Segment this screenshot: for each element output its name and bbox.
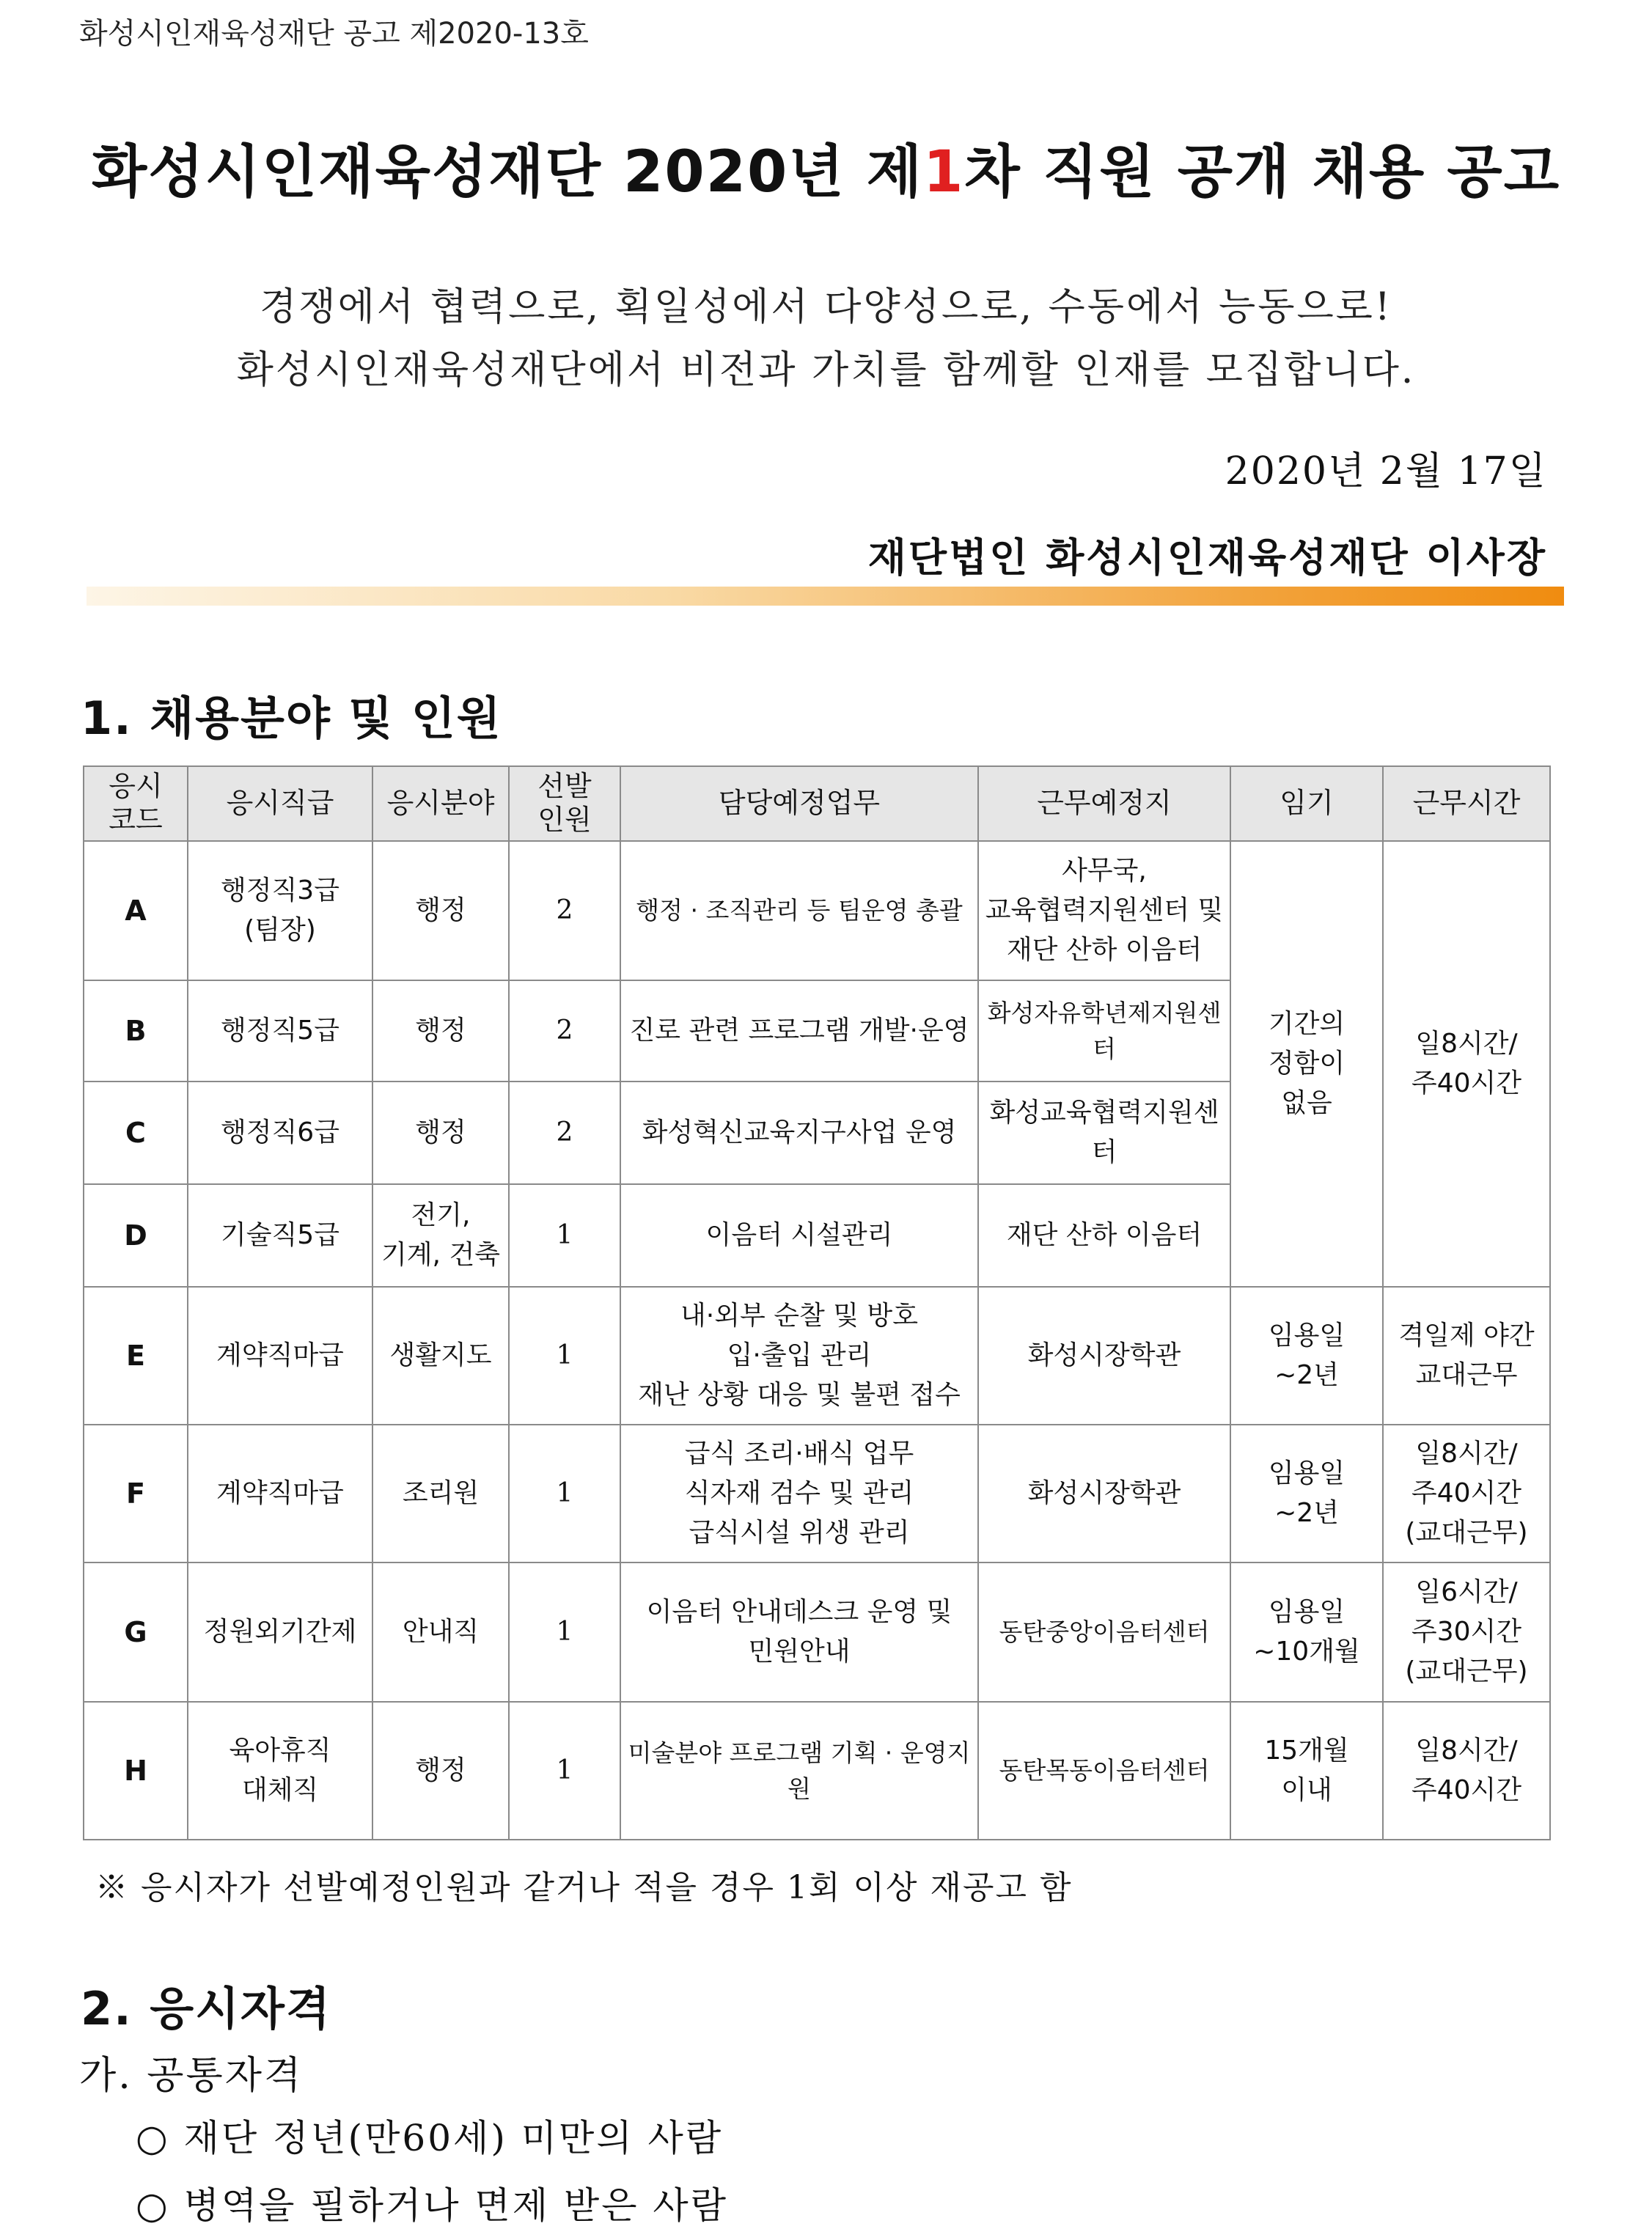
section-heading-recruitment: 1. 채용분야 및 인원 — [81, 691, 502, 745]
cell-count: 1 — [509, 1702, 620, 1840]
header-count: 선발 인원 — [509, 766, 620, 841]
slogan-line-1: 경쟁에서 협력으로, 획일성에서 다양성으로, 수동에서 능동으로! — [260, 285, 1392, 329]
cell-grade: 행정직5급 — [188, 980, 372, 1082]
cell-grade: 행정직6급 — [188, 1082, 372, 1184]
table-row — [84, 1287, 1550, 1425]
cell-location: 화성자유학년제지원센터 — [978, 980, 1230, 1082]
header-hours: 근무시간 — [1383, 766, 1550, 841]
cell-field: 생활지도 — [372, 1287, 509, 1425]
cell-term-merged: 기간의 정함이 없음 — [1230, 841, 1383, 1287]
cell-location: 동탄목동이음터센터 — [978, 1702, 1230, 1840]
cell-hours: 일8시간/ 주40시간 (교대근무) — [1383, 1425, 1550, 1562]
cell-duty: 급식 조리·배식 업무 식자재 검수 및 관리 급식시설 위생 관리 — [620, 1425, 978, 1562]
cell-field: 행정 — [372, 1082, 509, 1184]
cell-field: 행정 — [372, 1702, 509, 1840]
cell-hours: 일8시간/ 주40시간 — [1383, 1702, 1550, 1840]
title-prefix: 화성시인재육성재단 2020년 제 — [91, 139, 924, 205]
issuer-name: 재단법인 화성시인재육성재단 이사장 — [867, 535, 1547, 581]
qualification-item: ○ 병역을 필하거나 면제 받은 사람 — [136, 2184, 728, 2227]
cell-count: 1 — [509, 1425, 620, 1562]
cell-grade: 계약직마급 — [188, 1287, 372, 1425]
table-row — [84, 841, 1550, 980]
table-row — [84, 1702, 1550, 1840]
cell-code: B — [84, 980, 188, 1082]
cell-location: 화성교육협력지원센터 — [978, 1082, 1230, 1184]
cell-duty: 미술분야 프로그램 기획 · 운영지원 — [620, 1702, 978, 1840]
header-field: 응시분야 — [372, 766, 509, 841]
slogan-line-2: 화성시인재육성재단에서 비전과 가치를 함께할 인재를 모집합니다. — [236, 348, 1416, 392]
cell-count: 1 — [509, 1184, 620, 1287]
recruitment-table — [83, 765, 1551, 1840]
table-footnote: ※ 응시자가 선발예정인원과 같거나 적을 경우 1회 이상 재공고 함 — [95, 1869, 1073, 1906]
cell-grade: 기술직5급 — [188, 1184, 372, 1287]
cell-code: E — [84, 1287, 188, 1425]
table-row — [84, 1562, 1550, 1702]
cell-term: 임용일 ~2년 — [1230, 1287, 1383, 1425]
cell-code: C — [84, 1082, 188, 1184]
cell-grade: 정원외기간제 — [188, 1562, 372, 1702]
cell-duty: 행정 · 조직관리 등 팀운영 총괄 — [620, 841, 978, 980]
subheading-common-qualifications: 가. 공통자격 — [79, 2054, 304, 2098]
cell-field: 행정 — [372, 980, 509, 1082]
table-header-row — [84, 766, 1550, 841]
qualification-item: ○ 재단 정년(만60세) 미만의 사람 — [136, 2117, 724, 2159]
cell-grade: 계약직마급 — [188, 1425, 372, 1562]
cell-field: 안내직 — [372, 1562, 509, 1702]
cell-duty: 이음터 안내데스크 운영 및 민원안내 — [620, 1562, 978, 1702]
cell-duty: 내·외부 순찰 및 방호 입·출입 관리 재난 상황 대응 및 불편 접수 — [620, 1287, 978, 1425]
header-code: 응시 코드 — [84, 766, 188, 841]
cell-hours: 격일제 야간 교대근무 — [1383, 1287, 1550, 1425]
cell-count: 1 — [509, 1287, 620, 1425]
cell-term: 임용일 ~10개월 — [1230, 1562, 1383, 1702]
cell-grade: 육아휴직 대체직 — [188, 1702, 372, 1840]
header-term: 임기 — [1230, 766, 1383, 841]
cell-field: 조리원 — [372, 1425, 509, 1562]
cell-code: G — [84, 1562, 188, 1702]
cell-term: 15개월 이내 — [1230, 1702, 1383, 1840]
cell-code: A — [84, 841, 188, 980]
cell-location: 사무국, 교육협력지원센터 및 재단 산하 이음터 — [978, 841, 1230, 980]
cell-field: 행정 — [372, 841, 509, 980]
notice-number: 화성시인재육성재단 공고 제2020-13호 — [79, 17, 589, 51]
title-highlight: 1 — [923, 139, 965, 205]
cell-duty: 화성혁신교육지구사업 운영 — [620, 1082, 978, 1184]
accent-divider — [87, 587, 1564, 606]
cell-code: H — [84, 1702, 188, 1840]
cell-location: 화성시장학관 — [978, 1425, 1230, 1562]
cell-count: 1 — [509, 1562, 620, 1702]
header-duty: 담당예정업무 — [620, 766, 978, 841]
cell-code: D — [84, 1184, 188, 1287]
cell-count: 2 — [509, 841, 620, 980]
cell-duty: 진로 관련 프로그램 개발·운영 — [620, 980, 978, 1082]
cell-field: 전기, 기계, 건축 — [372, 1184, 509, 1287]
section-heading-qualifications: 2. 응시자격 — [81, 1982, 331, 2035]
cell-hours: 일6시간/ 주30시간 (교대근무) — [1383, 1562, 1550, 1702]
cell-hours-merged: 일8시간/ 주40시간 — [1383, 841, 1550, 1287]
header-grade: 응시직급 — [188, 766, 372, 841]
cell-duty: 이음터 시설관리 — [620, 1184, 978, 1287]
cell-location: 재단 산하 이음터 — [978, 1184, 1230, 1287]
cell-grade: 행정직3급 (팀장) — [188, 841, 372, 980]
page-title — [0, 126, 1652, 208]
table-row — [84, 1425, 1550, 1562]
cell-location: 동탄중앙이음터센터 — [978, 1562, 1230, 1702]
cell-code: F — [84, 1425, 188, 1562]
cell-count: 2 — [509, 1082, 620, 1184]
notice-date: 2020년 2월 17일 — [1225, 449, 1547, 493]
title-suffix: 차 직원 공개 채용 공고 — [964, 139, 1561, 205]
header-location: 근무예정지 — [978, 766, 1230, 841]
cell-term: 임용일 ~2년 — [1230, 1425, 1383, 1562]
cell-count: 2 — [509, 980, 620, 1082]
cell-location: 화성시장학관 — [978, 1287, 1230, 1425]
